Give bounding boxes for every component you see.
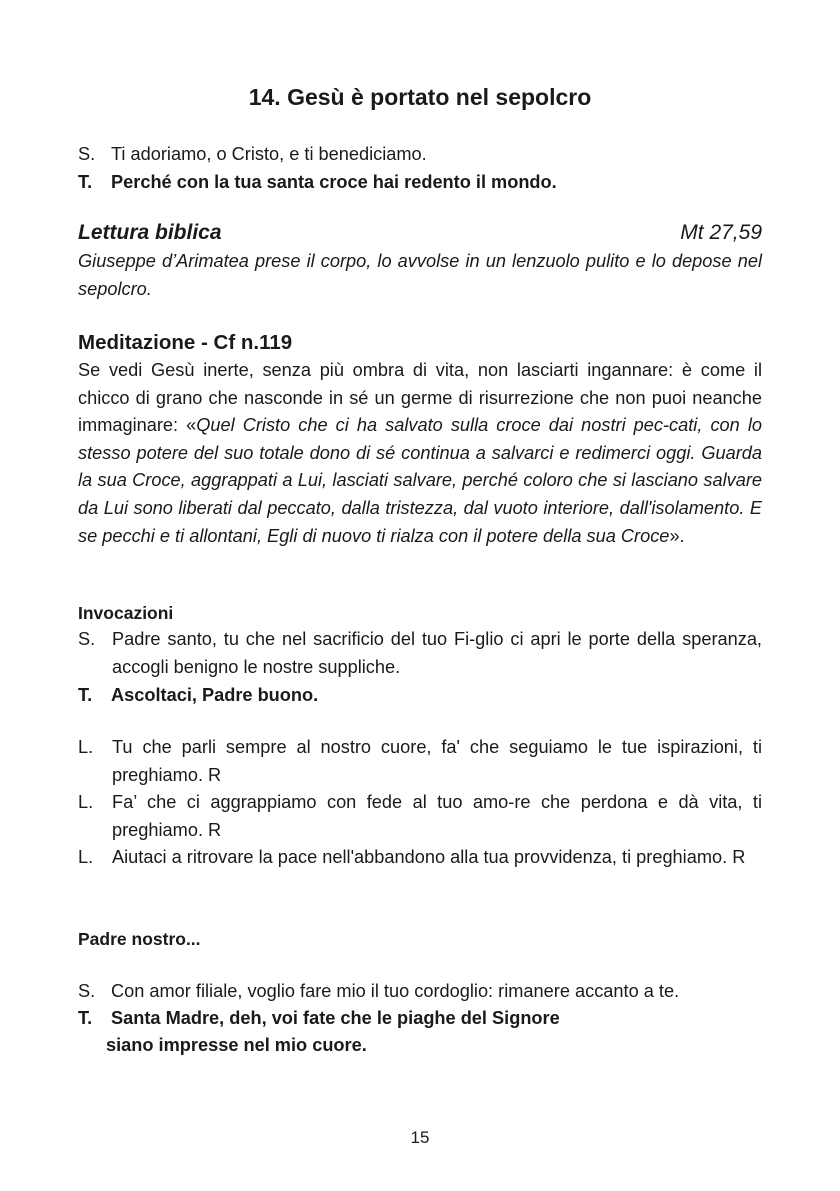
speaker-tag: L. <box>78 737 94 757</box>
our-father-heading: Padre nostro... <box>78 929 201 949</box>
intercession-item <box>78 789 762 844</box>
speaker-tag: L. <box>78 847 94 867</box>
speaker-tag: S. <box>78 144 96 164</box>
versicle-text: Con amor filiale, voglio fare mio il tuo cordoglio: rimanere accanto a te. <box>111 981 680 1001</box>
speaker-tag: S. <box>78 629 96 649</box>
versicle-text: Ti adoriamo, o Cristo, e ti benediciamo. <box>111 144 427 164</box>
intercession-item <box>78 844 762 872</box>
speaker-tag: S. <box>78 981 96 1001</box>
speaker-tag: T. <box>78 685 93 705</box>
intercession-item <box>78 734 762 789</box>
reading-heading: Lettura biblica <box>78 221 222 244</box>
meditation-intro: Se vedi Gesù inerte, senza più ombra di vita, non lasciarti ingannare: è come il chicco di grano che nasconde in sé un germe di risurrezione che non puoi neanche immaginare: « <box>78 360 762 436</box>
response-line-2: siano impresse nel mio cuore. <box>106 1035 367 1055</box>
invocations-heading: Invocazioni <box>78 603 174 623</box>
response-text: Ascoltaci, Padre buono. <box>111 685 319 705</box>
meditation-heading: Meditazione - Cf n.119 <box>78 331 293 354</box>
page-title: 14. Gesù è portato nel sepolcro <box>248 84 592 110</box>
invocation-text: Padre santo, tu che nel sacrificio del tuo Fi-glio ci apri le porte della speranza, accogli benigno le nostre suppliche. <box>112 629 762 677</box>
speaker-tag: T. <box>78 172 93 192</box>
page-number: 15 <box>410 1128 430 1147</box>
speaker-tag: T. <box>78 1008 93 1028</box>
meditation-quote: Quel Cristo che ci ha salvato sulla croce dai nostri pec-cati, con lo stesso potere del suo totale dono di sé continua a salvarci e redimerci oggi. Guarda la sua Croce, aggrappati a Lui, lasciati salvare, perché coloro che si lasciano salvare da Lui sono liberati dal peccato, dalla tristezza, dal vuoto interiore, dall'isolamento. E se pecchi e ti allontani, Egli di nuovo ti rialza con il potere della sua Croce <box>78 415 762 546</box>
response-line-1: Santa Madre, deh, voi fate che le piaghe del Signore <box>111 1008 560 1028</box>
intercession-text: Aiutaci a ritrovare la pace nell'abbandono alla tua provvidenza, ti preghiamo. R <box>112 847 746 867</box>
intercession-text: Tu che parli sempre al nostro cuore, fa' che seguiamo le tue ispirazioni, ti preghiamo. R <box>112 737 762 785</box>
speaker-tag: L. <box>78 792 94 812</box>
reading-reference: Mt 27,59 <box>680 221 762 244</box>
meditation-outro: ». <box>669 525 685 546</box>
invocation-versicle <box>78 626 762 681</box>
response-text: Perché con la tua santa croce hai redento il mondo. <box>111 172 557 192</box>
intercession-text: Fa’ che ci aggrappiamo con fede al tuo amo-re che perdona e dà vita, ti preghiamo. R <box>112 792 762 840</box>
meditation-text <box>78 357 762 550</box>
reading-text: Giuseppe d’Arimatea prese il corpo, lo avvolse in un lenzuolo pulito e lo depose nel sepolcro. <box>78 251 762 299</box>
reading-header <box>78 219 762 247</box>
